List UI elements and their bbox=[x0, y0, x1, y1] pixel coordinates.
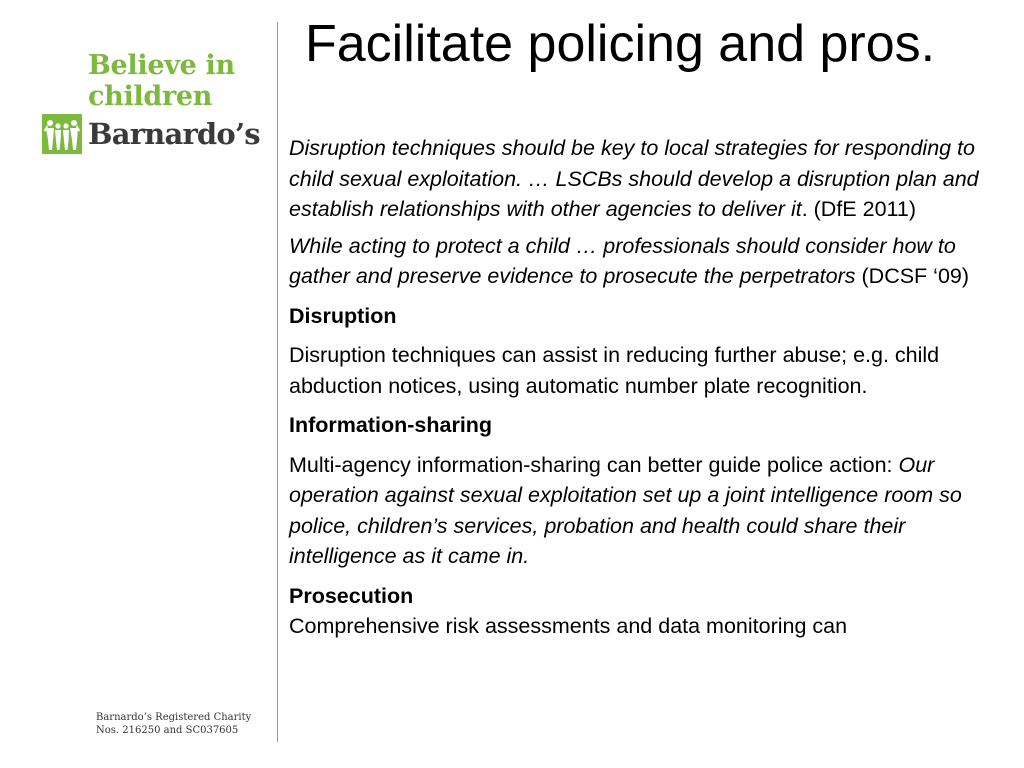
charity-registration bbox=[96, 711, 251, 737]
disruption-heading: Disruption bbox=[289, 303, 397, 328]
brand-row bbox=[42, 114, 272, 154]
slide-title: Facilitate policing and pros. bbox=[305, 15, 936, 73]
brand-tagline bbox=[88, 50, 272, 112]
quote-dcsf bbox=[289, 231, 989, 292]
quote-dcsf-text: While acting to protect a child … professionals should consider how to gather and preserve evidence to prosecute the perpetrators bbox=[289, 233, 956, 288]
brand-logo bbox=[42, 50, 272, 154]
information-sharing-text: Multi-agency information-sharing can better guide police action: bbox=[289, 452, 899, 477]
slide-body bbox=[289, 133, 989, 642]
information-sharing-paragraph bbox=[289, 450, 989, 572]
charity-line1: Barnardo’s Registered Charity bbox=[96, 712, 252, 723]
information-sharing-quote: Our operation against sexual exploitation set up a joint intelligence room so police, children’s services, probation and health could share their intelligence as it came in. bbox=[289, 452, 962, 568]
disruption-text: Disruption techniques can assist in reducing further abuse; e.g. child abduction notices, using automatic number plate recognition. bbox=[289, 343, 940, 398]
brand-tagline-line1: Believe in bbox=[88, 50, 235, 81]
prosecution-text: Comprehensive risk assessments and data monitoring can bbox=[289, 614, 848, 638]
brand-tagline-line2: children bbox=[88, 81, 213, 112]
information-sharing-heading: Information-sharing bbox=[289, 413, 493, 437]
quote-dfe-text: Disruption techniques should be key to local strategies for responding to child sexual exploitation. … LSCBs should develop a disruption plan and establish relationships with other agencies to deliver it bbox=[289, 136, 979, 221]
quote-dfe bbox=[289, 133, 989, 225]
brand-name: Barnardo’s bbox=[88, 117, 260, 151]
prosecution-heading: Prosecution bbox=[289, 583, 414, 608]
panel-divider bbox=[277, 22, 278, 742]
quote-dcsf-source: (DCSF ‘09) bbox=[855, 264, 970, 288]
family-figures-icon bbox=[42, 114, 82, 154]
quote-dfe-source: . (DfE 2011) bbox=[801, 197, 917, 221]
charity-line2: Nos. 216250 and SC037605 bbox=[96, 725, 239, 736]
